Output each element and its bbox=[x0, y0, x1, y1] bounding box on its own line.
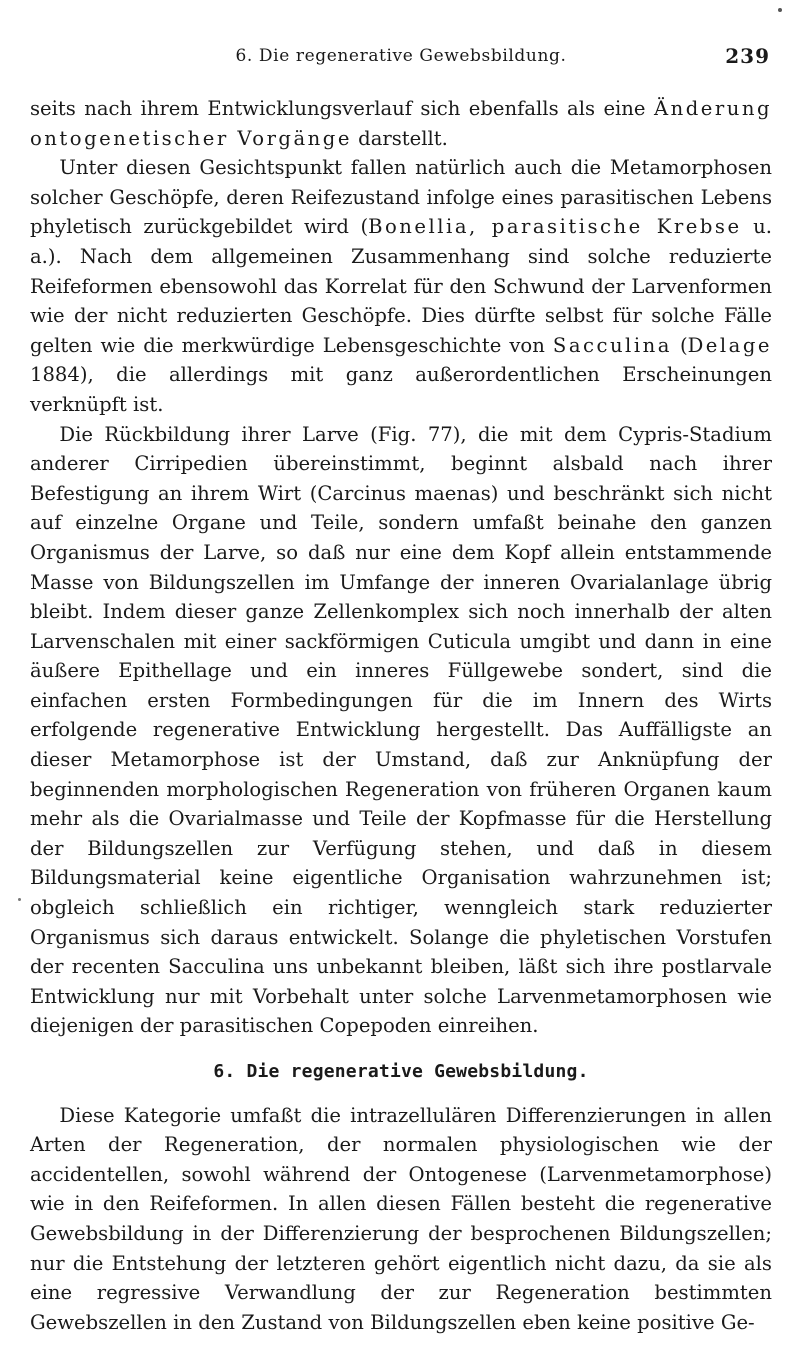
text-run: 1884), die allerdings mit ganz außerordentlichen Erscheinungen verknüpft ist. bbox=[30, 363, 772, 416]
spaced-text: Änderung ontogenetischer Vorgänge bbox=[30, 97, 772, 150]
paragraph bbox=[30, 1101, 772, 1338]
page-number: 239 bbox=[725, 44, 770, 68]
spaced-text: Delage bbox=[687, 333, 772, 357]
paragraph bbox=[30, 420, 772, 1041]
book-page bbox=[30, 0, 772, 1358]
text-run: ( bbox=[671, 333, 688, 357]
running-head bbox=[30, 46, 772, 74]
margin-speck bbox=[778, 8, 782, 12]
paragraph bbox=[30, 153, 772, 419]
text-run: Die Rückbildung ihrer Larve (Fig. 77), die mit dem Cypris-Stadium anderer Cirripedien übereinstimmt, beginnt alsbald nach ihrer Befestigung an ihrem Wirt (Carcinus maenas) und beschränkt sich nicht auf einzelne Organe und Teile, sondern umfaßt beinahe den ganzen Organismus der Larve, so daß nur eine dem Kopf allein entstammende Masse von Bildungszellen im Umfange der inneren Ovarialanlage übrig bleibt. Indem dieser ganze Zellenkomplex sich noch innerhalb der alten Larvenschalen mit einer sackförmigen Cuticula umgibt und dann in eine äußere Epithellage und ein inneres Füllgewebe sondert, sind die einfachen ersten Formbedingungen für die im Innern des Wirts erfolgende regenerative Entwicklung hergestellt. Das Auffälligste an dieser Metamorphose ist der Umstand, daß zur Anknüpfung der beginnenden morphologischen Regeneration von früheren Organen kaum mehr als die Ovarialmasse und Teile der Kopfmasse für die Herstellung der Bildungszellen zur Verfügung stehen, und daß in diesem Bildungsmaterial keine eigentliche Organisation wahrzunehmen ist; obgleich schließlich ein richtiger, wenngleich stark reduzierter Organismus sich daraus entwickelt. Solange die phyletischen Vorstufen der recenten Sacculina uns unbekannt bleiben, läßt sich ihre postlarvale Entwicklung nur mit Vorbehalt unter solche Larvenmetamorphosen wie diejenigen der parasitischen Copepoden einreihen. bbox=[30, 422, 772, 1038]
text-run: darstellt. bbox=[351, 126, 448, 150]
text-run: u. a.). Nach dem allgemeinen Zusammenhang sind solche reduzierte Reifeformen ebensowohl das Korrelat für den Schwund der Larvenformen wie der nicht reduzierten Geschöpfe. Dies dürfte selbst für solche Fälle gelten wie die merkwürdige Lebensgeschichte von bbox=[30, 215, 772, 357]
section-heading: 6. Die regenerative Gewebsbildung. bbox=[213, 1061, 589, 1082]
text-run: Unter diesen Gesichtspunkt fallen natürlich auch die Metamorphosen solcher Geschöpfe, deren Reifezustand infolge eines parasitischen Lebens phyletisch zurückgebildet wird ( bbox=[30, 156, 772, 239]
body-text bbox=[30, 94, 772, 1337]
text-run: Diese Kategorie umfaßt die intrazellulären Differenzierungen in allen Arten der Regeneration, der normalen physiologischen wie der accidentellen, sowohl während der Ontogenese (Larvenmetamorphose) wie in den Reifeformen. In allen diesen Fällen besteht die regenerative Gewebsbildung in der Differenzierung der besprochenen Bildungszellen; nur die Entstehung der letzteren gehört eigentlich nicht dazu, da sie als eine regressive Verwandlung der zur Regeneration bestimmten Gewebszellen in den Zustand von Bildungszellen eben keine positive Ge- bbox=[30, 1103, 772, 1334]
spaced-text: Bonellia, parasitische Krebse bbox=[368, 215, 742, 239]
margin-speck bbox=[18, 898, 21, 901]
text-run: seits nach ihrem Entwicklungsverlauf sich ebenfalls als eine bbox=[30, 97, 654, 120]
paragraph bbox=[30, 94, 772, 153]
spaced-text: Sacculina bbox=[552, 333, 672, 357]
running-title: 6. Die regenerative Gewebsbildung. bbox=[235, 46, 567, 66]
